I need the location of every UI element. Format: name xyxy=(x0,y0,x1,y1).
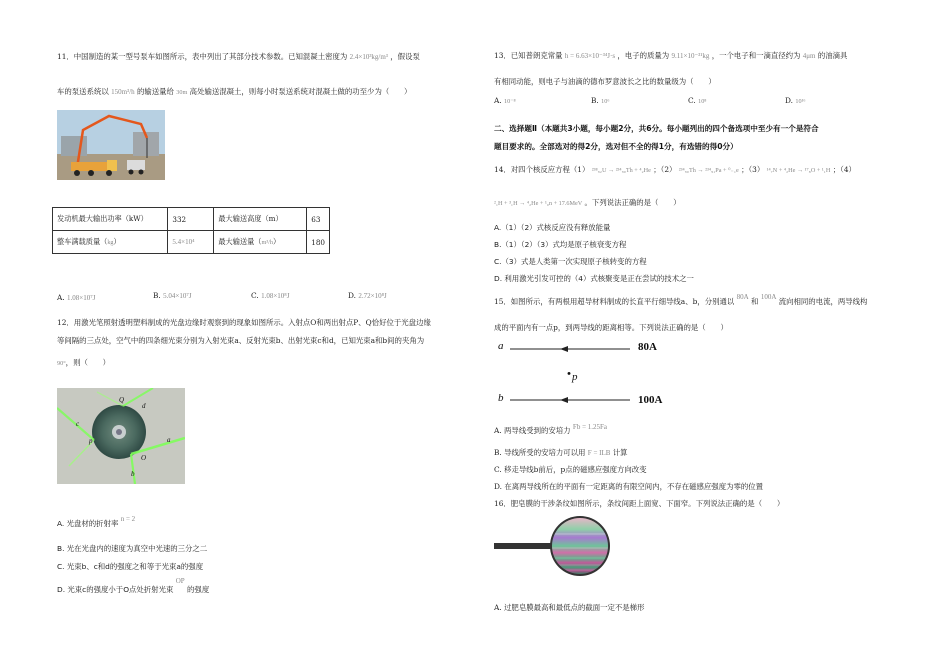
fig-label-o: O xyxy=(141,454,147,462)
q14-option-c: C.（3）式是人类第一次实现原子核转变的方程 xyxy=(494,257,647,266)
arrow-left-icon xyxy=(560,397,568,403)
pump-truck-photo xyxy=(57,110,165,180)
q16-line1: 16．肥皂膜的干涉条纹如图所示，条纹间距上面宽、下面窄。下列说法正确的是（ ） xyxy=(494,499,785,508)
q14-line1: 14．对四个核反应方程（1） ²³⁸₉₂U → ²³⁴₉₀Th + ⁴₂He ；（2） ²³⁴₉₀Th → ²³⁴₉₁Pa + ⁰₋₁e ；（3） ¹⁴₇N + ⁴₂He → ¹⁷₈O + ¹₁H ；（4） xyxy=(494,165,856,174)
q11-option-a: A. 1.08×10⁷J xyxy=(57,293,96,302)
table-cell: 332 xyxy=(168,208,214,231)
q11-line1: 11．中国制造的某一型号泵车如图所示，表中列出了其部分技术参数。已知混凝土密度为 2.4×10³kg/m³ ，假设泵 xyxy=(57,52,420,61)
q14-option-a: A.（1）（2）式核反应没有释放能量 xyxy=(494,223,611,232)
q12-option-c: C. 光束b、c和d的强度之和等于光束a的强度 xyxy=(57,562,204,571)
table-cell: 最大输送高度（m） xyxy=(214,208,307,231)
wire-a-line xyxy=(510,345,632,353)
q15-line1: 15．如图所示，有两根用超导材料制成的长直平行细导线a、b，分别通以 80A 和 100A 流向相同的电流，两导线构 xyxy=(494,293,868,306)
fig-label-d: d xyxy=(142,402,146,410)
q12-line2: 等间隔的三点处，空气中的四条细光束分别为入射光束a、反射光束b、出射光束c和d，已知光束a和b间的夹角为 xyxy=(57,336,425,345)
q15-option-a: A. 两导线受到的安培力 Fb = 1.25Fa xyxy=(494,423,608,435)
q15-option-c: C. 移走导线b前后，p点的磁感应强度方向改变 xyxy=(494,465,647,474)
q15-option-d: D. 在离两导线所在的平面有一定距离的有限空间内，不存在磁感应强度为零的位置 xyxy=(494,482,764,491)
q13-line1: 13．已知普朗克常量 h = 6.63×10⁻³⁴J·s ，电子的质量为 9.11×10⁻³¹kg ，一个电子和一滴直径约为 4μm 的油滴具 xyxy=(494,51,848,60)
q14-line2: ²₁H + ³₁H → ⁴₂He + ¹₀n + 17.6MeV 。下列说法正确的是（ ） xyxy=(494,198,681,207)
q11-line2: 车的泵送系统以 150m³/h 的输送量给 30m 高处输送混凝土，则每小时泵送系统对混凝土做的功至少为（ ） xyxy=(57,87,412,96)
point-p-label: p xyxy=(572,371,578,383)
table-row xyxy=(53,208,330,231)
q11-option-c: C. 1.08×10⁸J xyxy=(251,291,290,300)
q15-option-b: B. 导线所受的安培力可以用 F = ILB 计算 xyxy=(494,448,628,457)
table-row xyxy=(53,231,330,254)
arrow-left-icon xyxy=(560,346,568,352)
q12-option-b: B. 光在光盘内的速度为真空中光速的三分之二 xyxy=(57,544,208,553)
q13-option-b: B. 10⁶ xyxy=(591,96,610,105)
q11-option-b: B. 5.04×10⁷J xyxy=(153,291,192,300)
q13-option-d: D. 10¹⁶ xyxy=(785,96,806,105)
table-cell: 最大输送量（m³/h） xyxy=(214,231,307,254)
fig-label-a: a xyxy=(167,436,171,444)
q16-option-a: A. 过肥皂膜最高和最低点的截面一定不是梯形 xyxy=(494,603,645,612)
fig-label-b: b xyxy=(131,470,135,478)
q13-option-a: A. 10⁻⁸ xyxy=(494,96,516,105)
q11-rate: 150m³/h xyxy=(111,88,135,96)
q14-option-d: D. 利用激光引发可控的（4）式核聚变是正在尝试的技术之一 xyxy=(494,274,694,283)
fig-label-q: Q xyxy=(119,396,125,404)
fig-label-c: c xyxy=(76,420,80,428)
wire-b-current: 100A xyxy=(638,394,663,406)
q11-density: 2.4×10³kg/m³ xyxy=(349,53,388,61)
q12-line1: 12．用激光笔照射透明塑料制成的光盘边缘时观察到的现象如图所示。入射点O和两出射点P、Q恰好位于光盘边缘 xyxy=(57,318,431,327)
wire-b-letter: b xyxy=(498,392,504,404)
section-2-heading: 二、选择题Ⅱ（本题共3小题，每小题2分，共6分。每小题列出的四个备选项中至少有一个是符合 xyxy=(494,124,819,133)
q14-option-b: B.（1）（2）（3）式均是原子核衰变方程 xyxy=(494,240,627,249)
q12-option-d: D. 光束c的强度小于O点处折射光束 OP 的强度 xyxy=(57,577,210,594)
wire-b-line xyxy=(510,396,632,404)
cd-laser-photo xyxy=(57,388,185,484)
table-cell: 63 xyxy=(307,208,330,231)
fig-label-p: p xyxy=(89,437,93,445)
table-cell: 整车满载质量（kg） xyxy=(53,231,168,254)
q15-line2: 成的平面内有一点p，到两导线的距离相等。下列说法正确的是（ ） xyxy=(494,323,728,332)
q11-option-d: D. 2.72×10⁸J xyxy=(348,291,387,300)
wire-a-current: 80A xyxy=(638,341,657,353)
table-cell: 180 xyxy=(307,231,330,254)
wire-a-letter: a xyxy=(498,340,504,352)
q13-line2: 有相同动能，则电子与油滴的德布罗意波长之比的数量级为（ ） xyxy=(494,77,716,86)
table-cell: 发动机最大输出功率（kW） xyxy=(53,208,168,231)
q12-line3: 90°，则（ ） xyxy=(57,358,111,367)
q12-option-a: A. 光盘材的折射率 n = 2 xyxy=(57,515,136,528)
table-cell: 5.4×10⁴ xyxy=(168,231,214,254)
soap-film-figure xyxy=(494,514,612,578)
q11-height: 30m xyxy=(176,89,188,96)
section-2-heading-cont: 题目要求的。全部选对的得2分，选对但不全的得1分，有选错的得0分） xyxy=(494,142,738,151)
pump-spec-table xyxy=(52,207,330,254)
q13-option-c: C. 10⁸ xyxy=(688,96,707,105)
point-p-dot: • xyxy=(567,368,571,380)
